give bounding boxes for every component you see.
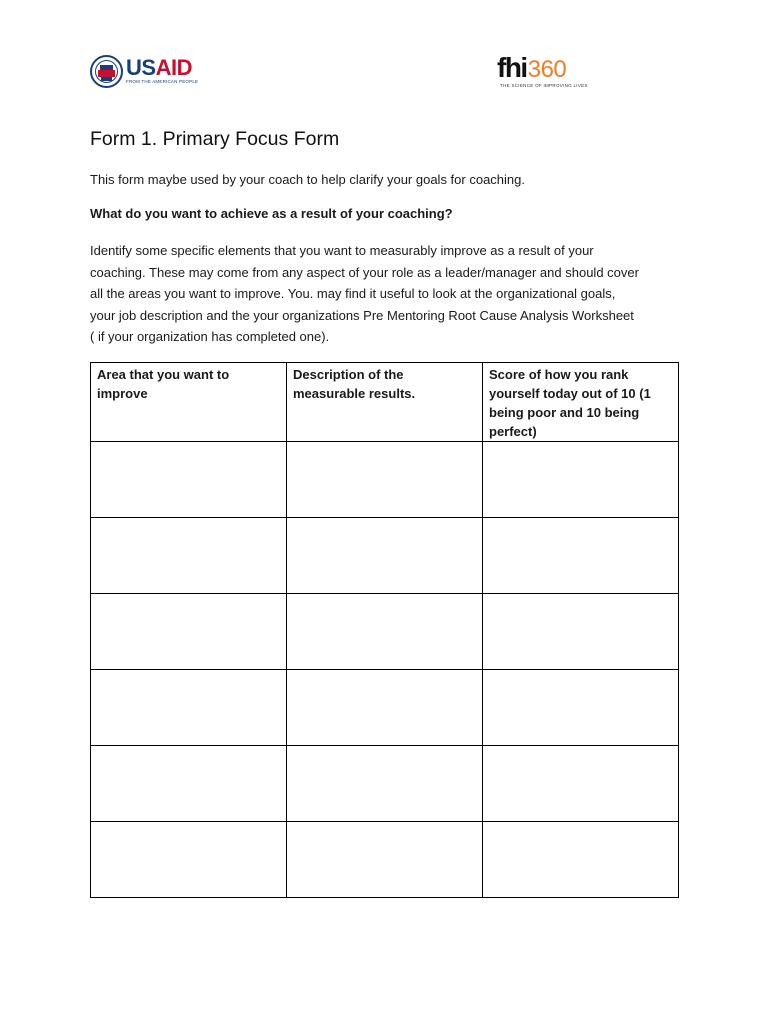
cell-description[interactable] (287, 594, 483, 670)
cell-area[interactable] (91, 670, 287, 746)
paragraph-line: Identify some specific elements that you want to measurably improve as a result of your (90, 243, 594, 258)
fhi360-logo (497, 54, 588, 89)
cell-score[interactable] (483, 442, 679, 518)
table-row (91, 518, 679, 594)
cell-area[interactable] (91, 594, 287, 670)
fhi360-wordmark: fhi 360 (497, 52, 567, 83)
usaid-tagline: FROM THE AMERICAN PEOPLE (126, 79, 199, 85)
usaid-seal-icon (90, 55, 123, 88)
cell-score[interactable] (483, 746, 679, 822)
cell-score[interactable] (483, 518, 679, 594)
paragraph-line: ( if your organization has completed one). (90, 329, 330, 344)
question-heading: What do you want to achieve as a result of your coaching? (90, 206, 453, 221)
cell-score[interactable] (483, 822, 679, 898)
usaid-logo (90, 53, 198, 89)
cell-score[interactable] (483, 670, 679, 746)
focus-table (90, 362, 679, 898)
table-header-row (91, 363, 679, 442)
header-area: Area that you want to improve (91, 363, 287, 442)
header-description: Description of the measurable results. (287, 363, 483, 442)
cell-description[interactable] (287, 746, 483, 822)
fhi360-tagline: THE SCIENCE OF IMPROVING LIVES (500, 83, 588, 88)
header-score: Score of how you rank yourself today out of 10 (1 being poor and 10 being perfect) (483, 363, 679, 442)
table-row (91, 594, 679, 670)
cell-area[interactable] (91, 746, 287, 822)
cell-area[interactable] (91, 442, 287, 518)
usaid-wordmark: USAID (126, 55, 192, 81)
paragraph-line: coaching. These may come from any aspect of your role as a leader/manager and should cover (90, 264, 639, 280)
instructions-paragraph (90, 240, 690, 348)
table-row (91, 670, 679, 746)
paragraph-line: your job description and the your organizations Pre Mentoring Root Cause Analysis Worksheet (90, 307, 634, 323)
cell-score[interactable] (483, 594, 679, 670)
cell-description[interactable] (287, 822, 483, 898)
table-row (91, 442, 679, 518)
table-row (91, 822, 679, 898)
cell-description[interactable] (287, 442, 483, 518)
page-title: Form 1. Primary Focus Form (90, 128, 340, 150)
intro-text: This form maybe used by your coach to help clarify your goals for coaching. (90, 172, 525, 187)
cell-description[interactable] (287, 670, 483, 746)
paragraph-line: all the areas you want to improve. You. may find it useful to look at the organizational goals, (90, 286, 616, 301)
cell-description[interactable] (287, 518, 483, 594)
cell-area[interactable] (91, 822, 287, 898)
table-row (91, 746, 679, 822)
cell-area[interactable] (91, 518, 287, 594)
